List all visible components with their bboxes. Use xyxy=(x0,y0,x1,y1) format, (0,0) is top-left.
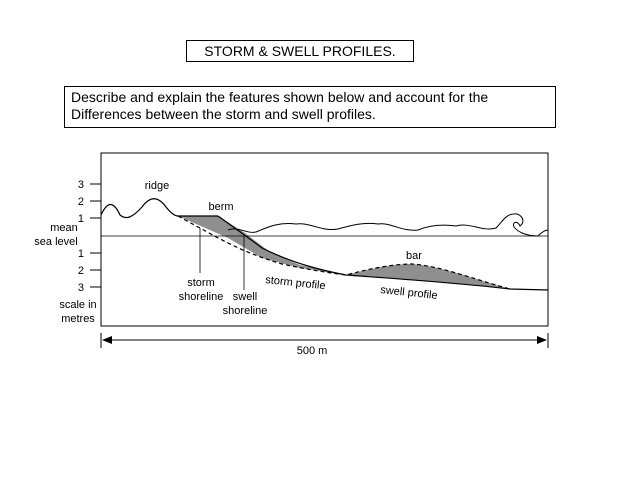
bar-label: bar xyxy=(406,250,422,262)
storm-shoreline-label-2: shoreline xyxy=(178,291,224,303)
page-title: STORM & SWELL PROFILES. xyxy=(186,40,414,62)
ridge-land-surface xyxy=(101,199,218,218)
scale-up-2: 2 xyxy=(77,196,84,208)
distance-arrow-left xyxy=(102,336,112,344)
scale-down-3: 3 xyxy=(77,282,84,294)
scale-up-3: 3 xyxy=(77,179,84,191)
storm-profile-label: storm profile xyxy=(264,274,327,293)
diagram-frame xyxy=(101,153,548,326)
task-line-2: Differences between the storm and swell profiles. xyxy=(71,106,376,122)
task-line-1: Describe and explain the features shown below and account for the xyxy=(71,89,489,105)
berm-label: berm xyxy=(208,201,234,213)
swell-shoreline-label-1: swell xyxy=(232,291,258,303)
scale-down-2: 2 xyxy=(77,265,84,277)
distance-arrow-right xyxy=(537,336,547,344)
swell-shoreline-label-2: shoreline xyxy=(222,305,268,317)
distance-label: 500 m xyxy=(296,345,328,357)
berm-fill xyxy=(178,216,346,275)
scale-in-label: scale in xyxy=(59,299,97,311)
waves xyxy=(228,214,548,236)
mean-label: mean xyxy=(50,222,78,234)
storm-shoreline-label-1: storm xyxy=(187,277,215,289)
scale-down-1: 1 xyxy=(77,248,84,260)
scale-up-1: 1 xyxy=(77,213,84,225)
swell-profile-label: swell profile xyxy=(379,284,439,302)
sea-level-label: sea level xyxy=(34,236,78,248)
ridge-label: ridge xyxy=(144,180,170,192)
metres-label: metres xyxy=(61,313,95,325)
